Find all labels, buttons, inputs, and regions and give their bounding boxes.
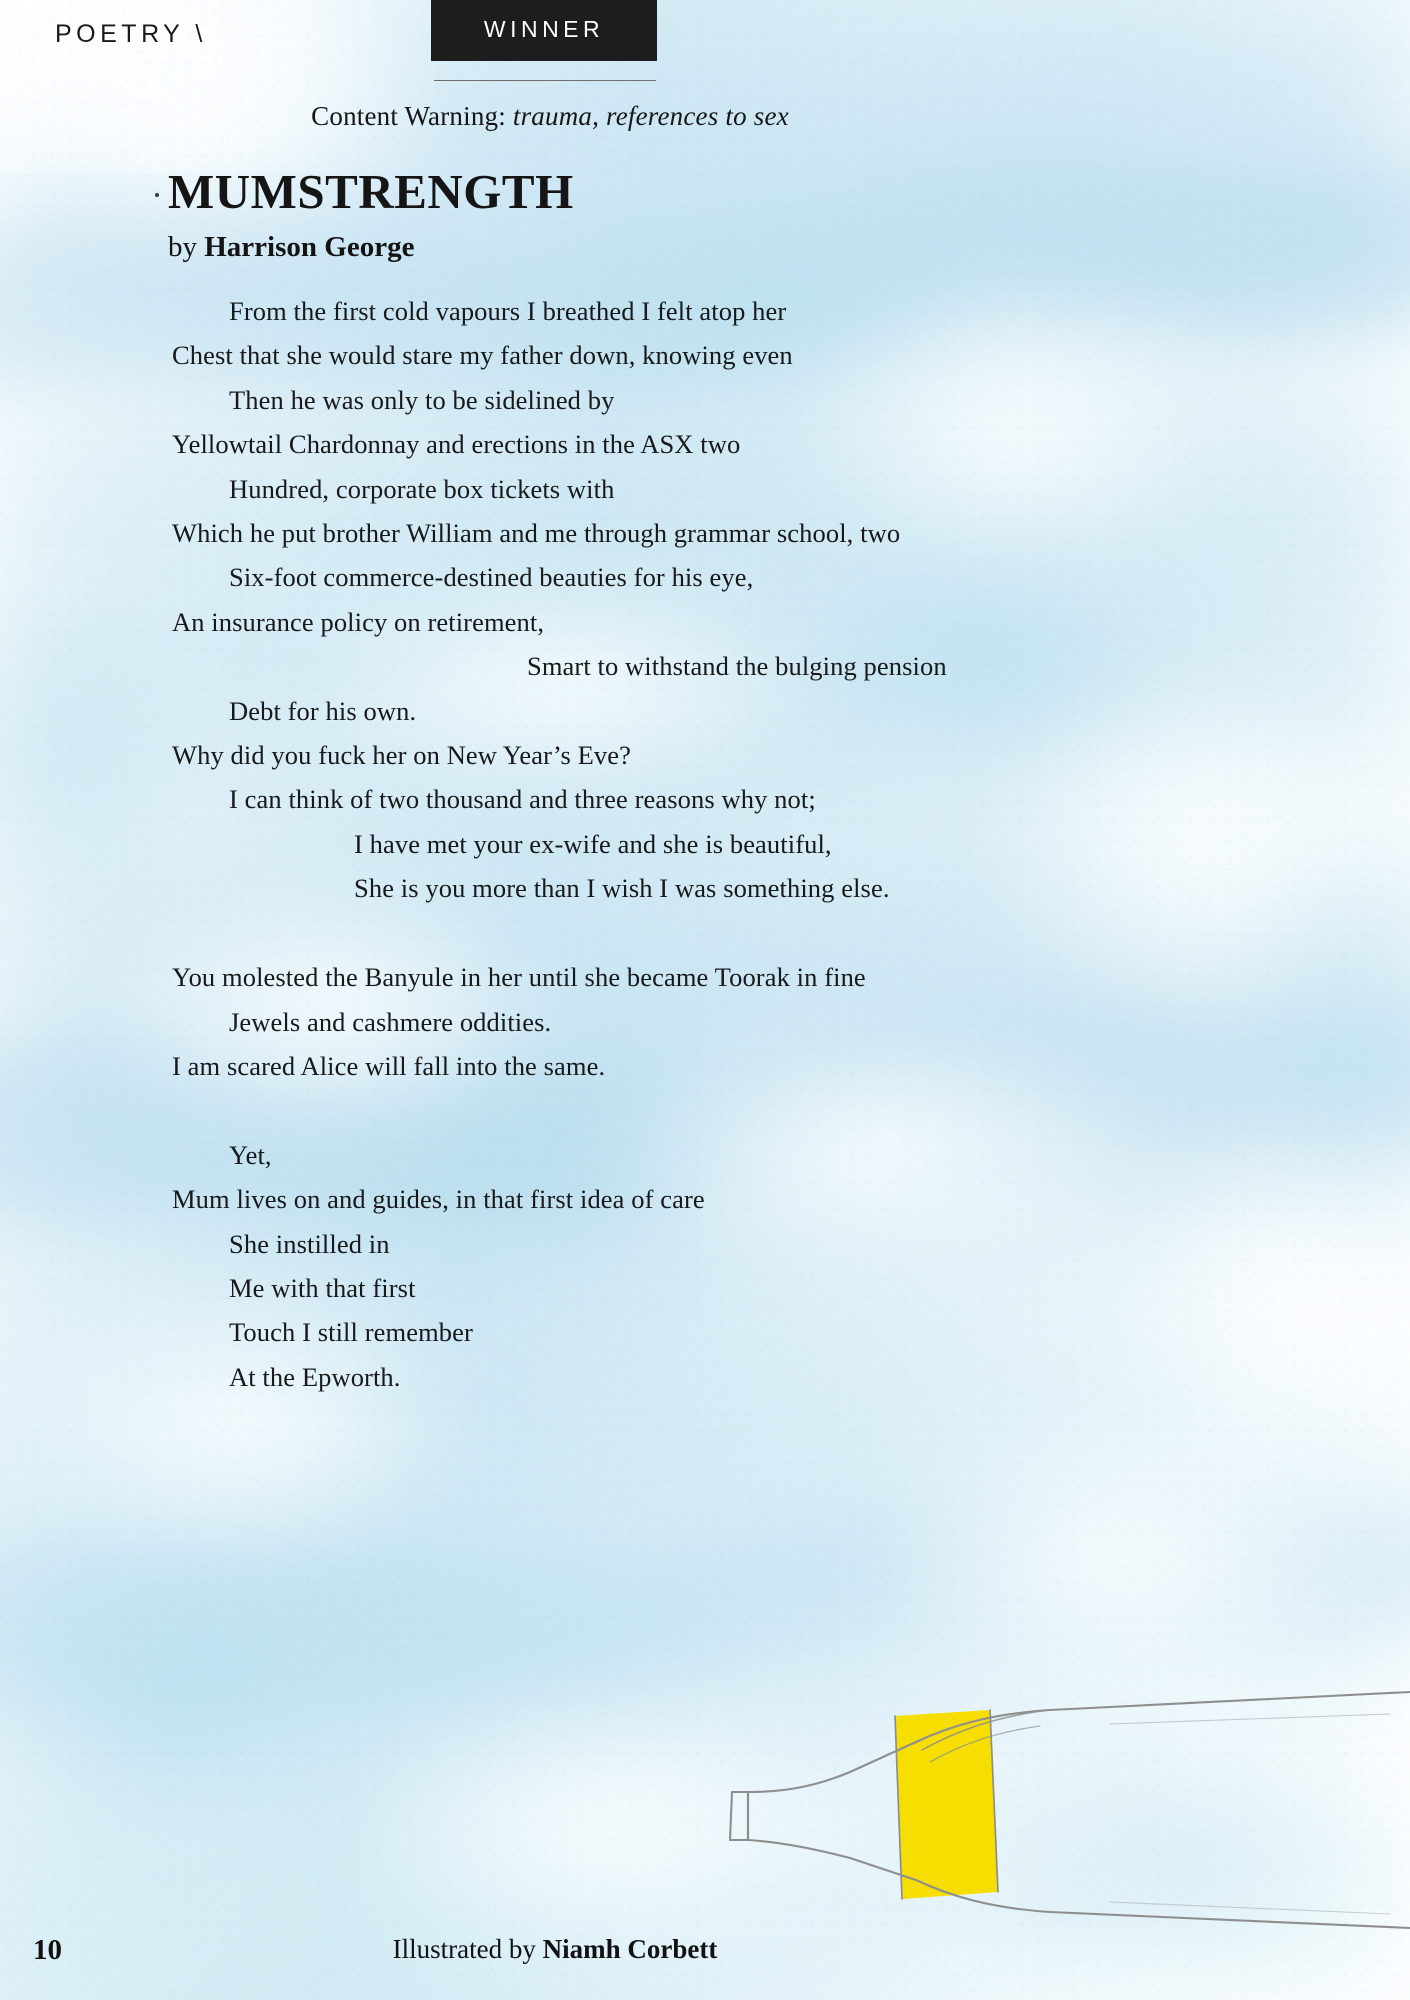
poem-line: I can think of two thousand and three reasons why not; bbox=[229, 784, 816, 815]
illustration-credit-prefix: Illustrated by bbox=[392, 1934, 536, 1964]
ink-fleck bbox=[155, 193, 159, 197]
poem-line: Mum lives on and guides, in that first idea of care bbox=[172, 1184, 705, 1215]
illustrator-name: Niamh Corbett bbox=[542, 1934, 718, 1964]
poem-stanza-break bbox=[0, 1088, 1410, 1132]
poem-stanza-break bbox=[0, 911, 1410, 955]
poem-line: Which he put brother William and me through grammar school, two bbox=[172, 518, 901, 549]
content-warning bbox=[0, 101, 1100, 132]
poem-line: Yet, bbox=[229, 1139, 272, 1170]
poem-line: An insurance policy on retirement, bbox=[172, 606, 545, 637]
byline bbox=[168, 231, 414, 264]
poem-line: She instilled in bbox=[229, 1228, 390, 1259]
poem-line: Then he was only to be sidelined by bbox=[229, 384, 615, 415]
poem-line: Jewels and cashmere oddities. bbox=[229, 1006, 552, 1037]
page-title bbox=[168, 163, 574, 220]
poem-line: I have met your ex-wife and she is beautiful, bbox=[354, 828, 832, 859]
poem-line: Hundred, corporate box tickets with bbox=[229, 473, 615, 504]
poem-line: I am scared Alice will fall into the same. bbox=[172, 1050, 606, 1081]
section-kicker: POETRY \ bbox=[55, 20, 207, 48]
poem-line: Smart to withstand the bulging pension bbox=[527, 651, 947, 682]
poem-line: Chest that she would stare my father down, knowing even bbox=[172, 340, 793, 371]
illustration-credit bbox=[0, 1934, 1110, 1965]
winner-badge bbox=[431, 0, 657, 61]
page-title-text: MUMSTRENGTH bbox=[168, 164, 574, 219]
header-divider bbox=[434, 80, 656, 81]
poem-line: Yellowtail Chardonnay and erections in the ASX two bbox=[172, 429, 741, 460]
byline-prefix: by bbox=[168, 231, 197, 263]
poem-line: Touch I still remember bbox=[229, 1317, 473, 1348]
poem-line: From the first cold vapours I breathed I felt atop her bbox=[229, 296, 787, 326]
poem-body bbox=[0, 289, 1410, 1399]
poem-line: At the Epworth. bbox=[229, 1361, 401, 1392]
author-name: Harrison George bbox=[204, 231, 415, 263]
poem-line: Debt for his own. bbox=[229, 695, 417, 726]
poem-line: Six-foot commerce-destined beauties for his eye, bbox=[229, 562, 754, 593]
page-number: 10 bbox=[33, 1934, 62, 1966]
winner-badge-label: WINNER bbox=[483, 16, 605, 42]
poem-line: You molested the Banyule in her until she became Toorak in fine bbox=[172, 962, 866, 993]
content-warning-items: trauma, references to sex bbox=[512, 101, 789, 131]
content-warning-label: Content Warning: bbox=[311, 101, 506, 131]
poem-line: Me with that first bbox=[229, 1272, 416, 1303]
poem-line: She is you more than I wish I was something else. bbox=[354, 873, 890, 904]
poem-line: Why did you fuck her on New Year’s Eve? bbox=[172, 740, 631, 771]
